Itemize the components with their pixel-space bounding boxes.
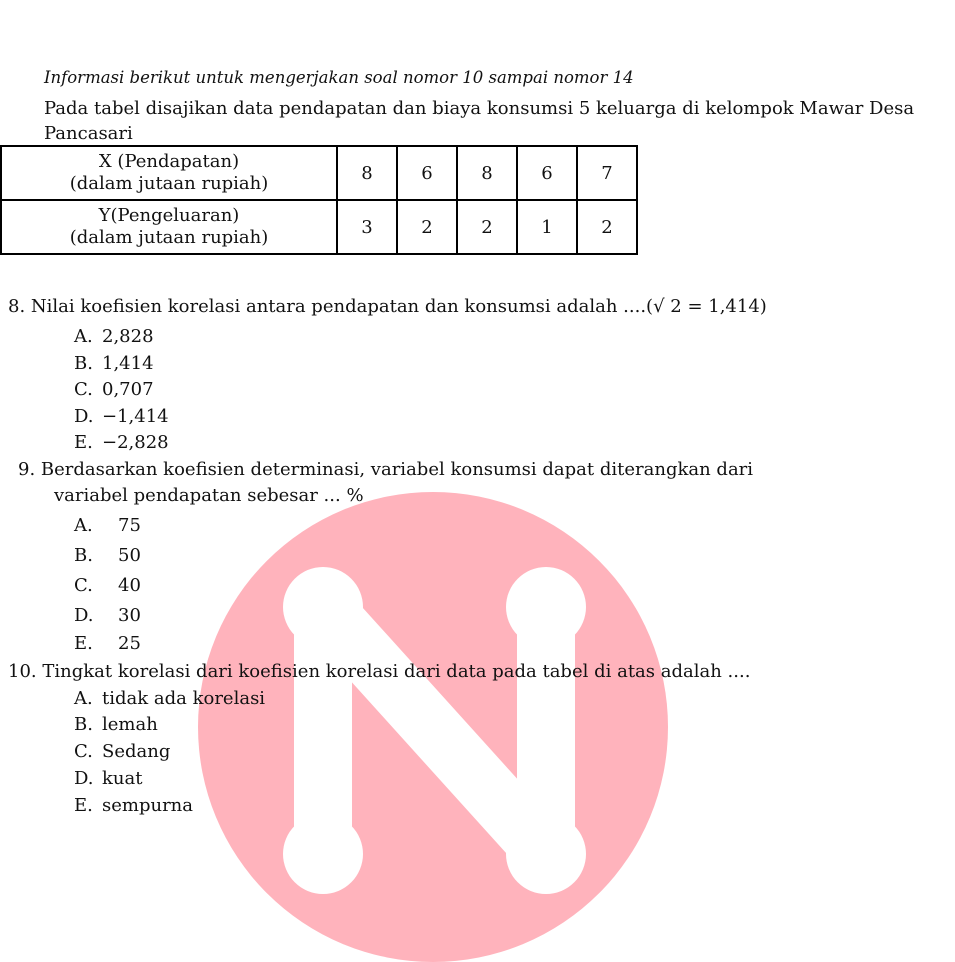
question-8	[8, 296, 767, 317]
option-e: E. 25	[74, 633, 141, 654]
question-text: Tingkat korelasi dari koefisien korelasi dari data pada tabel di atas adalah ....	[42, 661, 751, 682]
option-a: A. tidak ada korelasi	[74, 688, 266, 709]
intro-description: Pada tabel disajikan data pendapatan dan biaya konsumsi 5 keluarga di kelompok Mawar Desa Pancasari	[44, 98, 915, 144]
table-cell: 8	[337, 146, 397, 200]
option-b: B. lemah	[74, 714, 158, 735]
data-table	[0, 145, 638, 255]
option-a: A. 2,828	[74, 326, 154, 347]
row-label: Y(Pengeluaran) (dalam jutaan rupiah)	[1, 200, 337, 254]
table-cell: 6	[397, 146, 457, 200]
table-cell: 7	[577, 146, 637, 200]
option-c: C. Sedang	[74, 741, 171, 762]
table-cell: 2	[577, 200, 637, 254]
option-c: C. 0,707	[74, 379, 154, 400]
option-d: D. −1,414	[74, 406, 169, 427]
question-number: 9.	[18, 459, 36, 480]
question-10	[8, 661, 750, 682]
row-label: X (Pendapatan) (dalam jutaan rupiah)	[1, 146, 337, 200]
question-9	[18, 459, 753, 480]
table-cell: 8	[457, 146, 517, 200]
option-d: D. 30	[74, 605, 141, 626]
option-a: A. 75	[74, 515, 141, 536]
table-row	[1, 146, 637, 200]
table-cell: 2	[457, 200, 517, 254]
table-cell: 2	[397, 200, 457, 254]
option-b: B. 50	[74, 545, 141, 566]
question-number: 10.	[8, 661, 37, 682]
table-cell: 1	[517, 200, 577, 254]
option-d: D. kuat	[74, 768, 143, 789]
option-c: C. 40	[74, 575, 141, 596]
question-number: 8.	[8, 296, 26, 317]
question-text: Berdasarkan koefisien determinasi, variabel konsumsi dapat diterangkan dari	[40, 459, 754, 480]
question-text: Nilai koefisien korelasi antara pendapatan dan konsumsi adalah ....(√ 2 = 1,414)	[30, 296, 767, 317]
option-e: E. −2,828	[74, 432, 169, 453]
table-row	[1, 200, 637, 254]
intro-instruction: Informasi berikut untuk mengerjakan soal nomor 10 sampai nomor 14	[44, 68, 634, 87]
table-cell: 3	[337, 200, 397, 254]
table-cell: 6	[517, 146, 577, 200]
question-text-continued: variabel pendapatan sebesar ... %	[54, 485, 364, 506]
option-e: E. sempurna	[74, 795, 194, 816]
option-b: B. 1,414	[74, 353, 154, 374]
